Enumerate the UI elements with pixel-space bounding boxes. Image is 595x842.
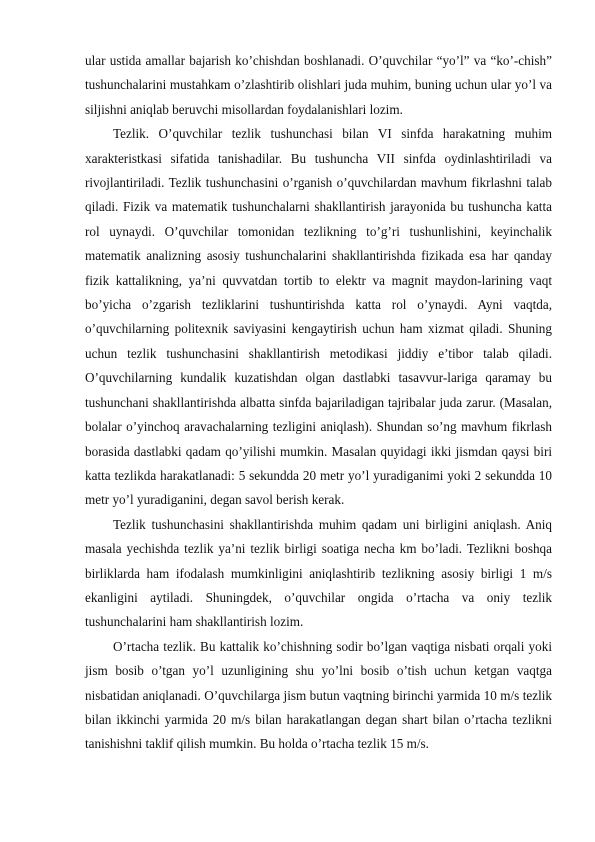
document-page xyxy=(85,49,552,757)
paragraph-tezlik-birligi: Tezlik tushunchasini shakllantirishda muhim qadam uni birligini aniqlash. Aniq masala yechishda tezlik ya’ni tezlik birligi soatiga necha km bo’ladi. Tezlikni boshqa birliklarda ham ifodalash mumkinligini aniqlashtirib tezlikning asosiy birligi 1 m/s ekanligini aytiladi. Shuningdek, o’quvchilar ongida o’rtacha va oniy tezlik tushunchalarini ham shakllantirish lozim. xyxy=(85,516,552,630)
paragraph-ortacha-tezlik: O’rtacha tezlik. Bu kattalik ko’chishning sodir bo’lgan vaqtiga nisbati orqali yoki jism bosib o’tgan yo’l uzunligining shu yo’lni bosib o’tish uchun ketgan vaqtga nisbatidan aniqlanadi. O’quvchilarga jism butun vaqtning birinchi yarmida 10 m/s tezlik bilan ikkinchi yarmida 20 m/s bilan harakatlangan degan shart bilan o’rtacha tezlikni tanishishni taklif qilish mumkin. Bu holda o’rtacha tezlik 15 m/s. xyxy=(85,638,552,752)
paragraph-tezlik: Tezlik. O’quvchilar tezlik tushunchasi bilan VI sinfda harakatning muhim xarakteristkasi sifatida tanishadilar. Bu tushuncha VII sinfda oydinlashtiriladi va rivojlantiriladi. Tezlik tushunchasini o’rganish o’quvchilardan mavhum fikrlashni talab qiladi. Fizik va matematik tushunchalarni shakllantirish jarayonida bu tushuncha katta rol uynaydi. O’quvchilar tomonidan tezlikning to’g’ri tushunlishini, keyinchalik matematik analizning asosiy tushunchalarini shakllantirishda fizikada esa har qanday fizik kattalikning, ya’ni quvvatdan tortib to elektr va magnit maydon-larining vaqt bo’yicha o’zgarish tezliklarini tushuntirishda katta rol o’ynaydi. Ayni vaqtda, o’quvchilarning politexnik saviyasini kengaytirish uchun ham xizmat qiladi. Shuning uchun tezlik tushunchasini shakllantirish metodikasi jiddiy e’tibor talab qiladi. O’quvchilarning kundalik kuzatishdan olgan dastlabki tasavvur-lariga qaramay bu tushunchani shakllantirishda albatta sinfda bajariladigan tajribalar juda zarur. (Masalan, bolalar o’yinchoq aravachalarning tezligini aniqlash). Shundan so’ng mavhum fikrlash borasida dastlabki qadam qo’yilishi mumkin. Masalan quyidagi ikki jismdan qaysi biri katta tezlikda harakatlanadi: 5 sekundda 20 metr yo’l yuradiganimi yoki 2 sekundda 10 metr yo’l yuradiganini, degan savol berish kerak. xyxy=(85,126,552,508)
paragraph-continuation: ular ustida amallar bajarish ko’chishdan boshlanadi. O’quvchilar “yo’l” va “ko’-chish” tushunchalarini mustahkam o’zlashtirib olishlari juda muhim, buning uchun ular yo’l va siljishni aniqlab beruvchi misollardan foydalanishlari lozim. xyxy=(85,53,552,117)
